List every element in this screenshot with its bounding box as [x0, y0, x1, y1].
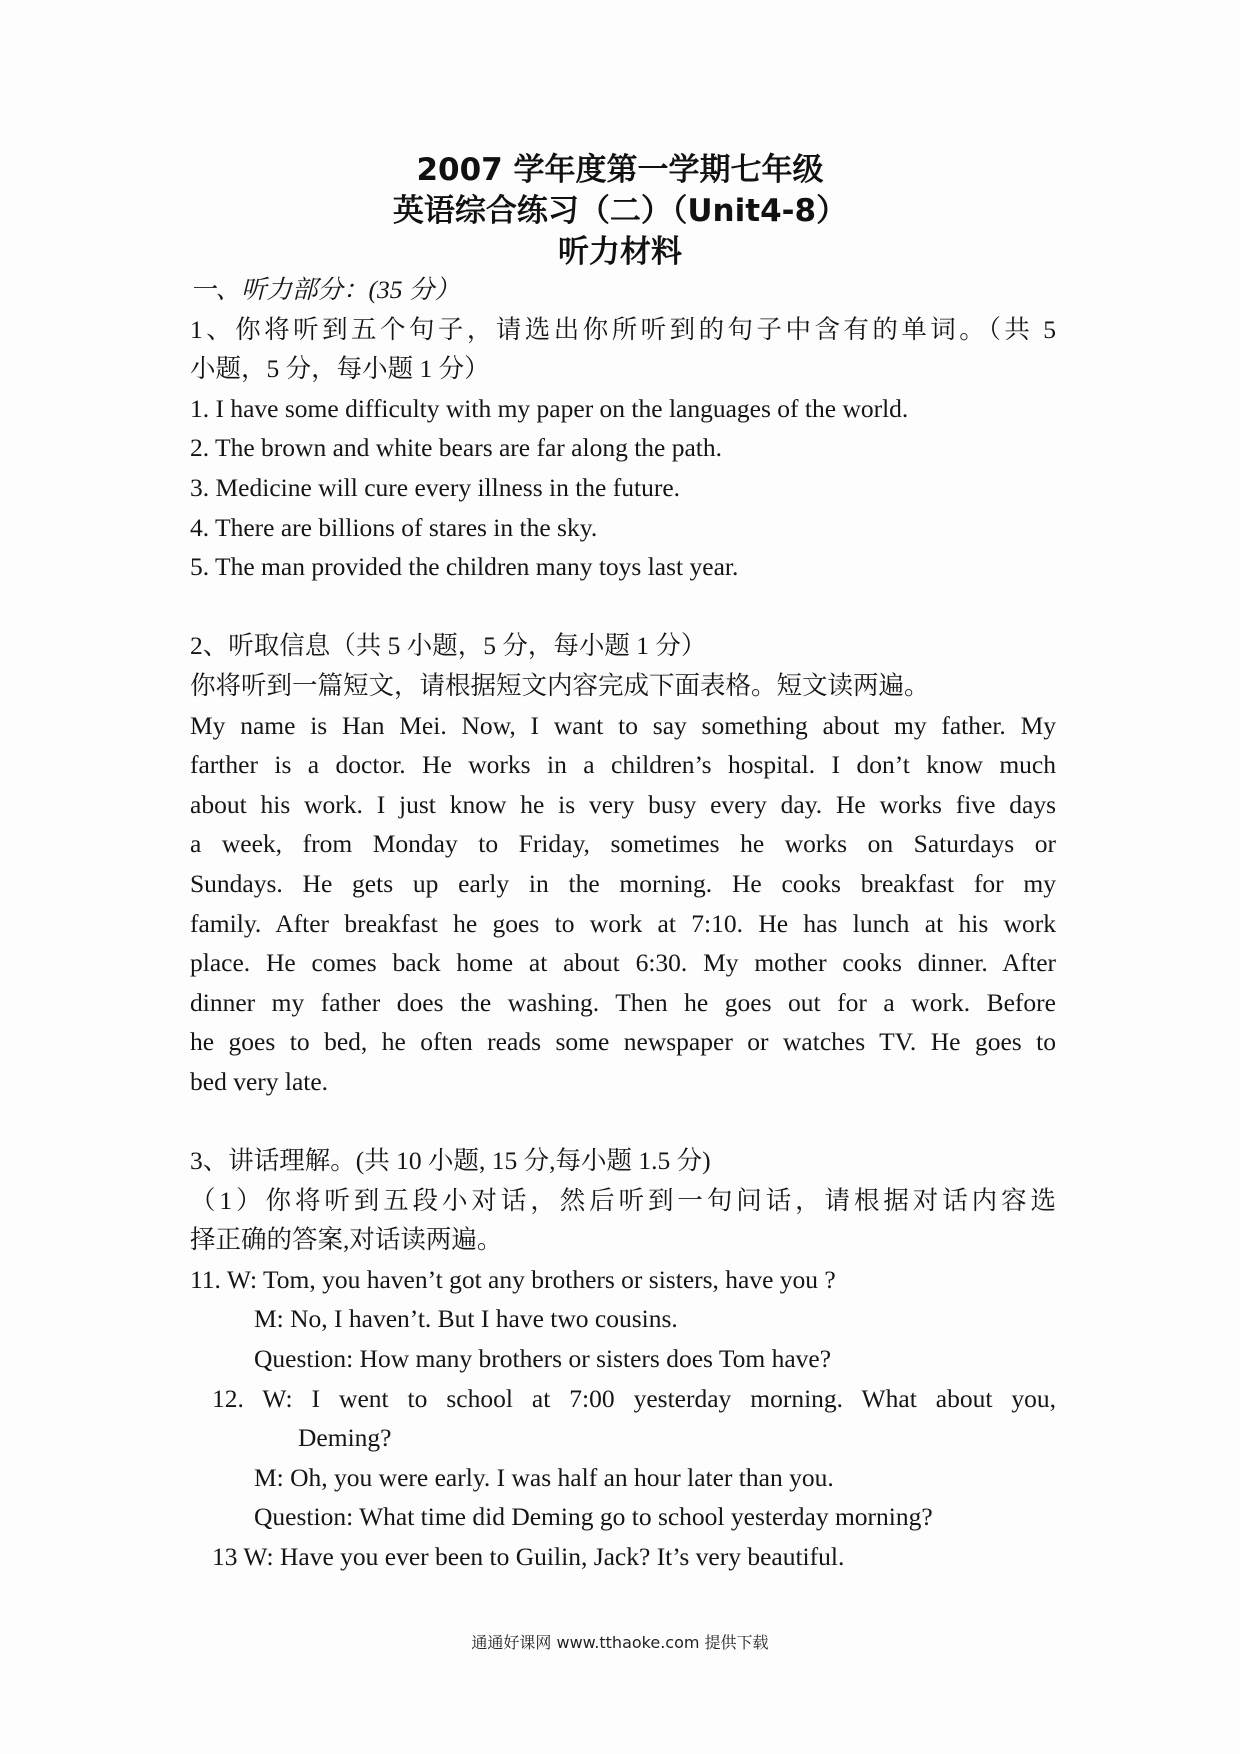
- part2-heading: 2、听取信息（共 5 小题，5 分，每小题 1 分）: [190, 631, 707, 661]
- passage-line-5: Sundays. He gets up early in the morning. He cooks breakfast for my: [190, 868, 1056, 898]
- title-line-2: 英语综合练习（二）（Unit4-8）: [392, 193, 848, 229]
- sentence-4: 4. There are billions of stares in the sky.: [190, 512, 598, 542]
- title-block: [0, 150, 1240, 273]
- footer-watermark: 通通好课网 www.tthaoke.com 提供下载: [471, 1633, 769, 1652]
- q12-question: Question: What time did Deming go to school yesterday morning?: [254, 1502, 933, 1532]
- passage-line-8: dinner my father does the washing. Then he goes out for a work. Before: [190, 987, 1056, 1017]
- q12-man: M: Oh, you were early. I was half an hour later than you.: [254, 1462, 834, 1492]
- q11-man: M: No, I haven’t. But I have two cousins.: [254, 1304, 678, 1334]
- part3-sub1-line1: （1）你将听到五段小对话，然后听到一句问话，请根据对话内容选: [190, 1185, 1056, 1215]
- passage-line-1: My name is Han Mei. Now, I want to say something about my father. My: [190, 710, 1056, 740]
- part3-sub1-line2: 择正确的答案,对话读两遍。: [190, 1225, 503, 1255]
- q12-woman-line1: 12. W: I went to school at 7:00 yesterday morning. What about you,: [212, 1383, 1056, 1413]
- part1-instruction-line2: 小题，5 分，每小题 1 分）: [190, 354, 490, 384]
- spacer: [190, 587, 1056, 627]
- q11-woman: 11. W: Tom, you haven’t got any brothers or sisters, have you ?: [190, 1264, 836, 1294]
- part1-instruction-line1: 1、你将听到五个句子，请选出你所听到的句子中含有的单词。（共 5: [190, 314, 1056, 344]
- passage-line-7: place. He comes back home at about 6:30. My mother cooks dinner. After: [190, 948, 1056, 978]
- title-line-1: 2007 学年度第一学期七年级: [416, 152, 824, 188]
- part2-instruction: 你将听到一篇短文，请根据短文内容完成下面表格。短文读两遍。: [190, 670, 930, 700]
- part3-heading: 3、讲话理解。(共 10 小题, 15 分,每小题 1.5 分): [190, 1146, 711, 1176]
- passage-line-10: bed very late.: [190, 1066, 329, 1096]
- passage-line-3: about his work. I just know he is very busy every day. He works five days: [190, 789, 1056, 819]
- sentence-3: 3. Medicine will cure every illness in the future.: [190, 472, 681, 502]
- sentence-1: 1. I have some difficulty with my paper on the languages of the world.: [190, 393, 909, 423]
- q11-question: Question: How many brothers or sisters does Tom have?: [254, 1344, 832, 1374]
- passage-line-4: a week, from Monday to Friday, sometimes he works on Saturdays or: [190, 829, 1056, 859]
- passage-line-2: farther is a doctor. He works in a children’s hospital. I don’t know much: [190, 750, 1056, 780]
- q13-woman: 13 W: Have you ever been to Guilin, Jack? It’s very beautiful.: [212, 1542, 845, 1571]
- sentence-5: 5. The man provided the children many toys last year.: [190, 552, 739, 582]
- passage-line-6: family. After breakfast he goes to work at 7:10. He has lunch at his work: [190, 908, 1056, 938]
- section1-heading: 一、听力部分：(35 分）: [190, 275, 460, 304]
- document-body: [190, 270, 1056, 1577]
- passage-line-9: he goes to bed, he often reads some newspaper or watches TV. He goes to: [190, 1027, 1056, 1057]
- q12-woman-line2: Deming?: [298, 1423, 392, 1453]
- title-line-3: 听力材料: [558, 234, 682, 270]
- sentence-2: 2. The brown and white bears are far along the path.: [190, 433, 723, 463]
- spacer: [190, 1101, 1056, 1141]
